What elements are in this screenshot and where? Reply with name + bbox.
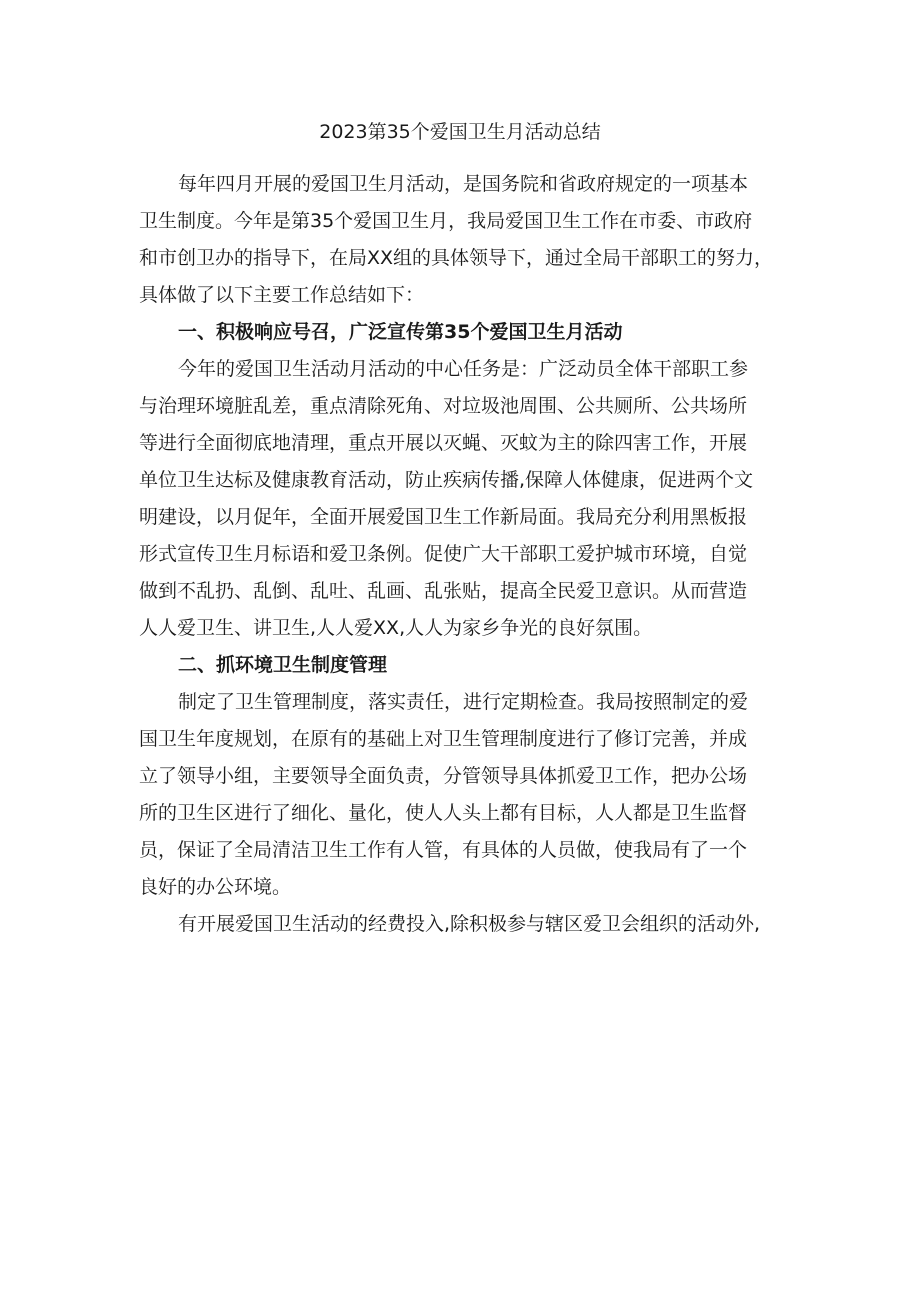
paragraph-line: 每年四月开展的爱国卫生月活动，是国务院和省政府规定的一项基本 bbox=[178, 173, 749, 195]
paragraph-line: 卫生制度。今年是第35个爱国卫生月，我局爱国卫生工作在市委、市政府 bbox=[139, 210, 753, 232]
paragraph-line: 所的卫生区进行了细化、量化，使人人头上都有目标，人人都是卫生监督 bbox=[139, 802, 748, 824]
paragraph-line: 员，保证了全局清洁卫生工作有人管，有具体的人员做，使我局有了一个 bbox=[139, 839, 748, 861]
paragraph-line: 明建设，以月促年，全面开展爱国卫生工作新局面。我局充分利用黑板报 bbox=[139, 506, 748, 528]
document-body bbox=[139, 166, 799, 943]
paragraph-line: 做到不乱扔、乱倒、乱吐、乱画、乱张贴，提高全民爱卫意识。从而营造 bbox=[139, 580, 748, 602]
paragraph-line: 人人爱卫生、讲卫生,人人爱XX,人人为家乡争光的良好氛围。 bbox=[139, 617, 653, 639]
paragraph-line: 立了领导小组，主要领导全面负责，分管领导具体抓爱卫工作，把办公场 bbox=[139, 765, 748, 787]
paragraph-line: 今年的爱国卫生活动月活动的中心任务是：广泛动员全体干部职工参 bbox=[178, 358, 749, 380]
paragraph-line: 良好的办公环境。 bbox=[139, 876, 292, 898]
paragraph-line: 单位卫生达标及健康教育活动，防止疾病传播,保障人体健康，促进两个文 bbox=[139, 469, 754, 491]
paragraph-line: 等进行全面彻底地清理，重点开展以灭蝇、灭蚊为主的除四害工作，开展 bbox=[139, 432, 748, 454]
paragraph-line: 国卫生年度规划，在原有的基础上对卫生管理制度进行了修订完善，并成 bbox=[139, 728, 748, 750]
paragraph-line: 制定了卫生管理制度，落实责任，进行定期检查。我局按照制定的爱 bbox=[178, 691, 749, 713]
section-heading: 二、抓环境卫生制度管理 bbox=[178, 654, 388, 676]
paragraph-line: 有开展爱国卫生活动的经费投入,除积极参与辖区爱卫会组织的活动外, bbox=[178, 913, 761, 935]
document-title: 2023第35个爱国卫生月活动总结 bbox=[319, 121, 601, 143]
paragraph-line: 形式宣传卫生月标语和爱卫条例。促使广大干部职工爱护城市环境，自觉 bbox=[139, 543, 748, 565]
paragraph-line: 具体做了以下主要工作总结如下： bbox=[139, 284, 425, 306]
paragraph-line: 与治理环境脏乱差，重点清除死角、对垃圾池周围、公共厕所、公共场所 bbox=[139, 395, 748, 417]
paragraph-line: 和市创卫办的指导下，在局XX组的具体领导下，通过全局干部职工的努力， bbox=[139, 247, 774, 269]
section-heading: 一、积极响应号召，广泛宣传第35个爱国卫生月活动 bbox=[178, 321, 623, 343]
